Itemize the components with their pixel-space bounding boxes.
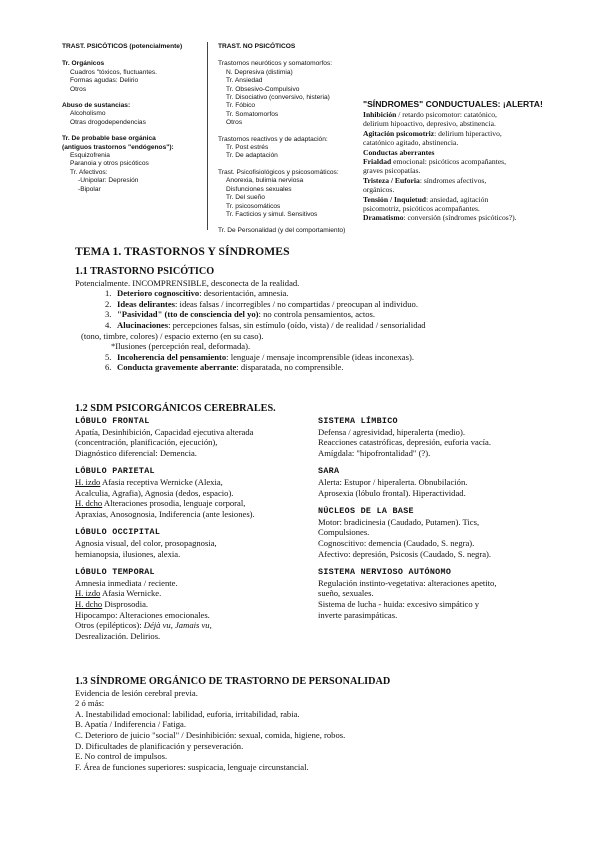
syndrome-line: Inhibición / retardo psicomotor: catatónico, <box>363 110 497 119</box>
text-line: Reacciones catastróficas, depresión, euforia vacía. <box>318 437 491 448</box>
syndrome-line: orgánicos. <box>363 185 395 195</box>
list-item: Tr. psicosomáticos <box>226 202 281 210</box>
subsection-title: SISTEMA LÍMBICO <box>318 416 398 426</box>
text-line: Afectivo: depresión, Psicosis (Caudado, S. negra). <box>318 548 492 559</box>
list-item: B. Apatía / Indiferencia / Fatiga. <box>75 719 186 730</box>
list-item: D. Dificultades de planificación y perseveración. <box>75 740 244 751</box>
list-item: N. Depresiva (distimia) <box>226 68 293 76</box>
text-line: inverte parasimpáticas. <box>318 609 398 620</box>
behavioral-syndromes <box>363 99 543 223</box>
list-item: Tr. Del sueño <box>226 194 265 202</box>
syndrome-line: psicomotriz, psicóticos acompañantes. <box>363 204 480 214</box>
list-item: Tr. Ansiedad <box>226 77 263 85</box>
list-item: C. Deterioro de juicio "social" / Desinhibición: sexual, comida, higiene, robos. <box>75 729 346 740</box>
list-item: F. Área de funciones superiores: suspicacia, lenguaje circunstancial. <box>75 761 309 772</box>
list-item: 2. Ideas delirantes: ideas falsas / incorregibles / no compartidas / preocupan al individuo. <box>105 298 418 309</box>
subsection-title: LÓBULO OCCIPITAL <box>75 527 161 538</box>
subsection-title: LÓBULO FRONTAL <box>75 416 150 426</box>
syndrome-line: Conductas aberrantes <box>363 147 435 157</box>
list-item: Tr. Somatomorfos <box>226 110 279 118</box>
text-line: Hipocampo: Alteraciones emocionales. <box>75 609 210 620</box>
list-item: Alcoholismo <box>70 110 106 118</box>
list-item: Otros <box>226 119 243 127</box>
section-1-2-right <box>318 416 578 620</box>
list-item: A. Inestabilidad emocional: labilidad, euforia, irritabilidad, rabia. <box>75 708 300 719</box>
text-line: Cognoscitivo: demencia (Caudado, S. negra). <box>318 537 475 548</box>
page-title: TEMA 1. TRASTORNOS Y SÍNDROMES <box>75 245 290 258</box>
section-1-2-left <box>75 416 310 641</box>
note-line: *Ilusiones (percepción real, deformada). <box>111 341 251 352</box>
list-item: 5. Incoherencia del pensamiento: lenguaje / mensaje incomprensible (ideas inconexas). <box>105 351 414 362</box>
text-line: Regulación instinto-vegetativa: alteraciones apetito, <box>318 577 497 588</box>
non-psychotic-disorders-column <box>218 43 345 236</box>
psychotic-disorders-column <box>62 43 182 194</box>
list-item: Otras drogodependencias <box>70 118 146 126</box>
text-line: sueño, sexuales. <box>318 588 374 599</box>
list-item: 1. Deterioro cognoscitivo: desorientación, amnesia. <box>105 288 289 299</box>
text-line: Alerta: Estupor / hiperalerta. Obnubilación. <box>318 476 468 487</box>
group-subtitle: (antiguos trastornos "endógenos"): <box>62 143 174 151</box>
text-line: Agnosia visual, del color, prosopagnosia, <box>75 537 217 548</box>
text-line: Diagnóstico diferencial: Demencia. <box>75 447 197 458</box>
section-heading: 1.1 TRASTORNO PSICÓTICO <box>75 266 215 277</box>
text-line: (concentración, planificación, ejecución), <box>75 437 218 448</box>
text-line: Defensa / agresividad, hiperalerta (medio). <box>318 426 465 437</box>
list-item: Tr. De adaptación <box>226 152 278 160</box>
list-item: Tr. Afectivos: <box>70 168 108 176</box>
text-line: Amnesia inmediata / reciente. <box>75 577 178 588</box>
subsection-title: LÓBULO TEMPORAL <box>75 567 155 578</box>
text-line: H. dcho Alteraciones prosodia, lenguaje corporal, <box>75 498 246 509</box>
section-intro: Potencialmente. INCOMPRENSIBLE, desconecta de la realidad. <box>75 277 300 288</box>
section-1-3 <box>75 677 575 772</box>
syndrome-line: Frialdad emocional: psicóticos acompañantes, <box>363 157 506 167</box>
list-subitem: -Unipolar: Depresión <box>78 177 139 185</box>
text-line: H. izdo Afasia Wernicke. <box>75 588 162 599</box>
text-line: Apraxias, Anosognosia, Indiferencia (ante lesiones). <box>75 508 255 519</box>
text-line: H. izdo Afasia receptiva Wernicke (Alexia, <box>75 476 223 487</box>
subsection-title: LÓBULO PARIETAL <box>75 466 155 477</box>
group-title: Tr. De Personalidad (y del comportamiento) <box>218 227 346 235</box>
section-heading: 1.2 SDM PSICORGÁNICOS CEREBRALES. <box>75 403 276 414</box>
text-line: Otros (epilépticos): Déjà vu, Jamais vu, <box>75 620 212 631</box>
column-header: TRAST. PSICÓTICOS (potencialmente) <box>62 43 183 50</box>
subsection-title: NÚCLEOS DE LA BASE <box>318 506 414 517</box>
group-title: Trastornos reactivos y de adaptación: <box>218 135 328 143</box>
text-line: Acalculia, Agrafia), Agnosia (dedos, espacio). <box>75 487 234 498</box>
syndrome-line: delirium hipoactivo, depresivo, abstinencia. <box>363 119 496 129</box>
list-item-continuation: (tono, timbre, colores) / espacio externo (en su caso). <box>81 330 264 341</box>
text-line: Motor: bradicinesia (Caudado, Putamen). Tics, <box>318 516 480 527</box>
group-title: Tr. De probable base orgánica <box>62 135 156 143</box>
text-line: hemianopsia, ilusiones, alexia. <box>75 548 181 559</box>
list-item: Cuadros "tóxicos, fluctuantes. <box>70 68 158 76</box>
text-line: Desrealización. Delirios. <box>75 630 161 641</box>
subsection-title: SARA <box>318 466 340 477</box>
text-line: 2 ó más: <box>75 698 105 709</box>
list-item: E. No control de impulsos. <box>75 751 168 762</box>
syndrome-line: Agitación psicomotriz: delirium hiperactivo, <box>363 128 502 138</box>
list-item: Esquizofrenia <box>70 152 110 160</box>
subsection-title: SISTEMA NERVIOSO AUTÓNOMO <box>318 567 452 578</box>
list-item: Tr. Disociativo (conversivo, histeria) <box>226 94 330 102</box>
text-line: Compulsiones. <box>318 527 370 538</box>
list-item: Tr. Facticios y simul. Sensitivos <box>226 210 318 218</box>
list-item: Formas agudas: Delirio <box>70 77 139 85</box>
group-title: Abuso de sustancias: <box>62 102 131 110</box>
syndrome-line: Tristeza / Euforia: síndromes afectivos, <box>363 175 487 185</box>
group-title: Trastornos neuróticos y somatomorfos: <box>218 60 333 68</box>
list-item: Disfunciones sexuales <box>226 185 292 193</box>
text-line: Amígdala: "hipofrontalidad" (?). <box>318 447 431 458</box>
list-subitem: -Bipolar <box>78 185 101 193</box>
list-item: Otros <box>70 85 87 93</box>
list-item: Paranoia y otros psicóticos <box>70 160 149 168</box>
list-item: Tr. Post estrés <box>226 144 269 152</box>
section-1-1 <box>75 267 575 373</box>
group-title: Tr. Orgánicos <box>62 60 105 68</box>
text-line: H. dcho Disprosodia. <box>75 598 149 609</box>
list-item: Tr. Obsesivo-Compulsivo <box>226 85 300 93</box>
syndromes-title: "SÍNDROMES" CONDUCTUALES: ¡ALERTA! <box>363 99 543 109</box>
group-title: Trast. Psicofisiológicos y psicosomáticos: <box>218 168 339 176</box>
syndrome-line: Tensión / Inquietud: ansiedad, agitación <box>363 194 489 204</box>
list-item: 6. Conducta gravemente aberrante: disparatada, no comprensible. <box>105 362 344 373</box>
text-line: Apatía, Desinhibición, Capacidad ejecutiva alterada <box>75 426 254 437</box>
text-line: Aprosexia (lóbulo frontal). Hiperactividad. <box>318 487 466 498</box>
syndrome-line: catatónico agitado, abstinencia. <box>363 138 459 148</box>
column-header: TRAST. NO PSICÓTICOS <box>218 43 296 50</box>
section-heading: 1.3 SÍNDROME ORGÁNICO DE TRASTORNO DE PERSONALIDAD <box>75 676 391 687</box>
list-item: Anorexia, bulimia nerviosa <box>226 177 304 185</box>
text-line: Sistema de lucha - huida: excesivo simpático y <box>318 598 480 609</box>
syndrome-line: graves psicopatías. <box>363 166 421 176</box>
list-item: 3. "Pasividad" (tto de consciencia del yo): no controla pensamientos, actos. <box>105 309 376 320</box>
column-divider <box>207 42 208 230</box>
list-item: 4. Alucinaciones: percepciones falsas, sin estímulo (oído, vista) / de realidad / sensorialidad <box>105 319 426 330</box>
list-item: Tr. Fóbico <box>226 102 256 110</box>
text-line: Evidencia de lesión cerebral previa. <box>75 687 198 698</box>
syndrome-line: Dramatismo: conversión (síndromes psicóticos?). <box>363 213 517 223</box>
